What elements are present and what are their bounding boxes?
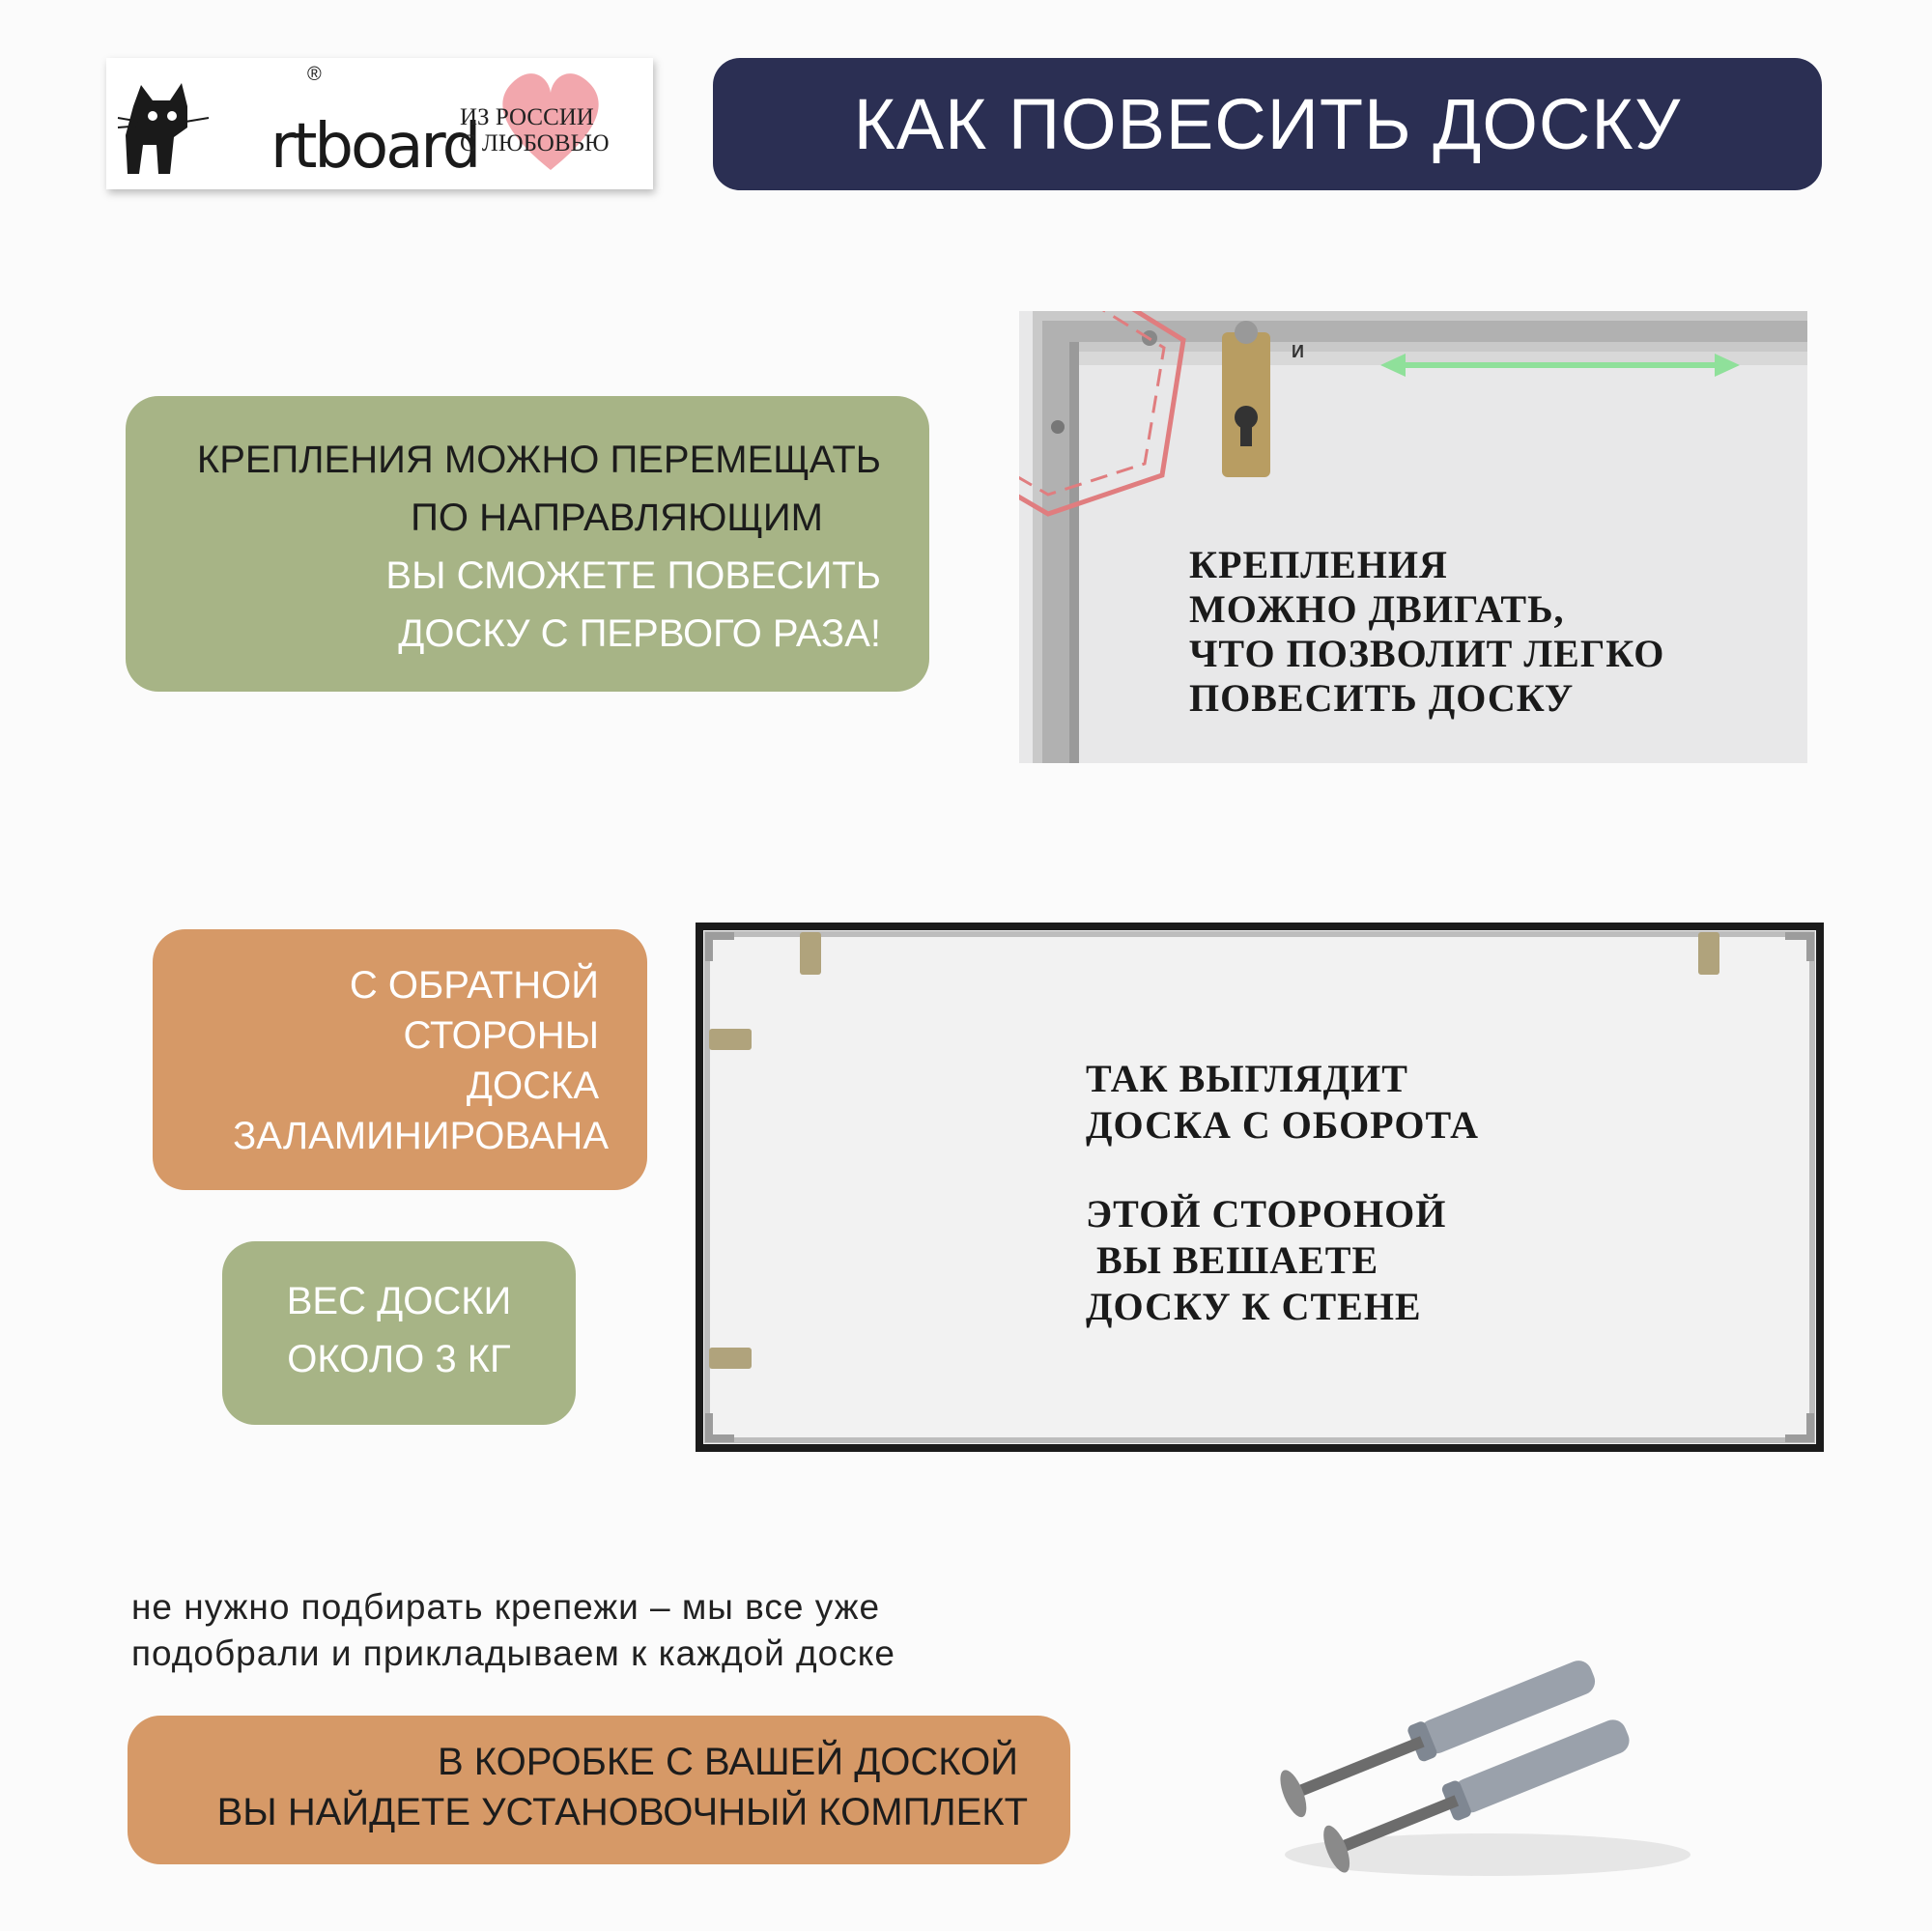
- brand-logo-card: [106, 58, 653, 189]
- rail-caption-line-4: ПОВЕСИТЬ ДОСКУ: [1189, 676, 1575, 720]
- hanger-stamp: И: [1292, 342, 1304, 361]
- rail-caption: [1189, 543, 1664, 721]
- rail-mount-photo: [1019, 311, 1807, 763]
- screws-and-plugs-icon: [1256, 1642, 1710, 1884]
- back-caption-line-1: ТАК ВЫГЛЯДИТ: [1086, 1057, 1408, 1100]
- mounts-info-box: [126, 396, 929, 692]
- rail-caption-line-3: ЧТО ПОЗВОЛИТ ЛЕГКО: [1189, 632, 1665, 675]
- mounts-line-2: ПО НАПРАВЛЯЮЩИМ: [411, 497, 823, 539]
- board-back-photo: [696, 923, 1824, 1452]
- weight-line-1: ВЕС ДОСКИ: [286, 1280, 512, 1322]
- tagline-line-1: ИЗ РОССИИ: [460, 104, 594, 130]
- mounts-line-1: КРЕПЛЕНИЯ МОЖНО ПЕРЕМЕЩАТЬ: [196, 439, 881, 481]
- note-line-2: подобрали и прикладываем к каждой доске: [131, 1633, 895, 1673]
- brand-tagline: [460, 104, 610, 156]
- cat-logo-icon: [114, 68, 220, 184]
- fasteners-note: [131, 1584, 895, 1677]
- slide-arrow-icon: [1377, 346, 1744, 384]
- back-caption-line-4: ВЫ ВЕШАЕТЕ: [1086, 1238, 1379, 1282]
- rail-caption-line-1: КРЕПЛЕНИЯ: [1189, 543, 1448, 586]
- back-line-2: СТОРОНЫ: [403, 1014, 599, 1057]
- mounts-line-3: ВЫ СМОЖЕТЕ ПОВЕСИТЬ: [385, 554, 881, 597]
- back-line-3: ДОСКА: [466, 1065, 599, 1107]
- rail-caption-line-2: МОЖНО ДВИГАТЬ,: [1189, 587, 1565, 631]
- back-caption-line-3: ЭТОЙ СТОРОНОЙ: [1086, 1192, 1447, 1235]
- brand-wordmark: rtboard: [270, 111, 479, 183]
- highlight-hexagon-icon: [1019, 311, 1212, 543]
- laminated-info-box: [153, 929, 647, 1190]
- mounts-line-4: ДОСКУ С ПЕРВОГО РАЗА!: [398, 612, 881, 655]
- kit-info-box: [128, 1716, 1070, 1864]
- page-title-banner: КАК ПОВЕСИТЬ ДОСКУ: [713, 58, 1822, 190]
- back-caption-line-2: ДОСКА С ОБОРОТА: [1086, 1103, 1480, 1147]
- weight-line-2: ОКОЛО 3 КГ: [287, 1338, 511, 1380]
- back-line-1: С ОБРАТНОЙ: [349, 964, 599, 1007]
- note-line-1: не нужно подбирать крепежи – мы все уже: [131, 1587, 881, 1627]
- weight-info-box: [222, 1241, 576, 1425]
- tagline-line-2: С ЛЮБОВЬЮ: [460, 130, 610, 156]
- back-line-4: ЗАЛАМИНИРОВАНА: [233, 1115, 609, 1157]
- back-caption: [1086, 1056, 1479, 1330]
- kit-line-2: ВЫ НАЙДЕТЕ УСТАНОВОЧНЫЙ КОМПЛЕКТ: [216, 1791, 1028, 1833]
- back-caption-line-5: ДОСКУ К СТЕНЕ: [1086, 1285, 1422, 1328]
- kit-line-1: В КОРОБКЕ С ВАШЕЙ ДОСКОЙ: [437, 1741, 1018, 1783]
- registered-mark: ®: [307, 64, 322, 85]
